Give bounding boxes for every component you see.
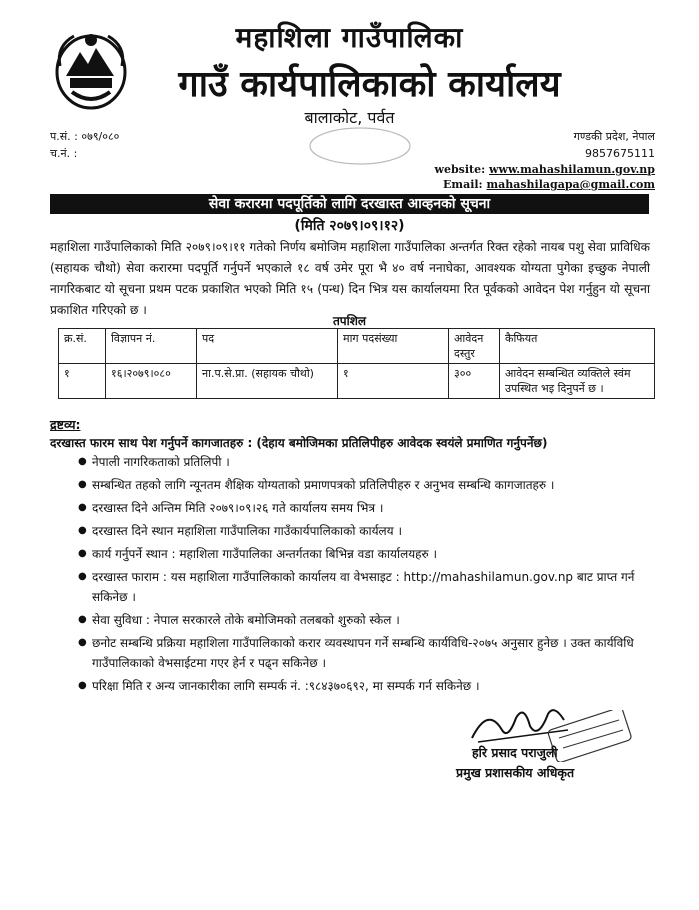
email-line [443, 178, 655, 191]
col-count: माग पदसंख्या [338, 329, 449, 364]
list-item: ● सेवा सुविधा : नेपाल सरकारले तोके बमोजिमको तलबको शुरुको स्केल । [80, 610, 660, 630]
notice-body: महाशिला गाउँपालिकाको मिति २०७९।०९।११ गतेको निर्णय बमोजिम महाशिला गाउँपालिका अन्तर्गत रिक्त रहेको नायब पशु सेवा प्राविधिक (सहायक चौथो) सेवा करारमा पदपूर्ति गर्नुपर्ने भएकाले १८ वर्ष उमेर पूरा भै ४० वर्ष ननाघेका, आवश्यक योग्यता पुगेका इच्छुक नेपाली नागरिकबाट यो सूचना प्रथम पटक प्रकाशित भएको मिति १५ (पन्ध) दिन भित्र यस कार्यालयमा रित पूर्वकको आवेदन पेश गर्नुहुन यो सूचना प्रकाशित गरिएको छ । [50, 240, 650, 317]
list-item: ● परिक्षा मिति र अन्य जानकारीका लागि सम्पर्क नं. :९८४३७०६९२, मा सम्पर्क गर्न सकिनेछ । [80, 676, 660, 696]
list-item: ● दरखास्त दिने स्थान महाशिला गाउँपालिका गाउँकार्यपालिकाको कार्यलय । [80, 521, 660, 541]
officer-stamp-icon [545, 710, 635, 762]
requirements-list [80, 452, 660, 699]
col-remarks: कैफियत [500, 329, 655, 364]
col-ad-number: विज्ञापन नं. [106, 329, 197, 364]
cell-post: ना.प.से.प्रा. (सहायक चौथो) [197, 364, 338, 399]
phone-number: 9857675111 [585, 147, 655, 160]
table-caption: तपशिल [332, 314, 367, 328]
list-item: ● दरखास्त दिने अन्तिम मिति २०७९।०९।२६ गते कार्यालय समय भित्र । [80, 498, 660, 518]
list-item: ● दरखास्त फाराम : यस महाशिला गाउँपालिकाको कार्यालय वा वेभसाइट : http://mahashilamun.gov.np बाट प्राप्त गर्न सकिनेछ । [80, 567, 660, 607]
website-line [434, 163, 655, 176]
office-name: गाउँ कार्यपालिकाको कार्यालय [178, 64, 561, 105]
documents-heading: दरखास्त फारम साथ पेश गर्नुपर्ने कागजातहरु : (देहाय बमोजिमका प्रतिलिपीहरु आवेदक स्वयंले प्रमाणित गर्नुपर्नेछ) [50, 436, 548, 450]
list-item: ● कार्य गर्नुपर्ने स्थान : महाशिला गाउँपालिका अन्तर्गतका बिभिन्न वडा कार्यालयहरु । [80, 544, 660, 564]
email-label: Email: [443, 178, 483, 191]
col-serial: क्र.सं. [59, 329, 106, 364]
list-item: ● छनोट सम्बन्धि प्रक्रिया महाशिला गाउँपालिकाको करार व्यवस्थापन गर्ने सम्बन्धि कार्यविधि-२०७५ अनुसार हुनेछ । उक्त कार्यविधि गाउँपालिकाको वेभसाईटमा गएर हेर्न र पढ्न सकिनेछ । [80, 633, 660, 673]
cell-remarks: आवेदन सम्बन्धित व्यक्तिले स्वंम उपस्थित भइ दिनुपर्ने छ । [500, 364, 655, 399]
vacancy-table [58, 328, 655, 399]
cell-count: १ [338, 364, 449, 399]
cell-ad-number: १६।२०७९।०८० [106, 364, 197, 399]
municipality-name: महाशिला गाउँपालिका [235, 21, 464, 54]
office-address: बालाकोट, पर्वत [304, 108, 395, 127]
cell-fee: ३०० [449, 364, 500, 399]
table-row [59, 364, 655, 399]
list-item: ● नेपाली नागरिकताको प्रतिलिपी । [80, 452, 660, 472]
email-link[interactable]: mahashilagapa@gmail.com [486, 178, 655, 191]
col-post: पद [197, 329, 338, 364]
website-link[interactable]: www.mahashilamun.gov.np [489, 163, 655, 176]
table-header-row [59, 329, 655, 364]
reference-number: प.सं. : ०७९/०८० [50, 130, 120, 143]
office-seal-icon [290, 118, 420, 168]
signatory-title: प्रमुख प्रशासकीय अधिकृत [456, 765, 575, 780]
notice-date: (मिति २०७९।०९।१२) [294, 218, 405, 234]
list-item: ● सम्बन्धित तहको लागि न्यूनतम शैक्षिक योग्यताको प्रमाणपत्रको प्रतिलिपीहरु र अनुभव सम्बन्धि कागजातहरु । [80, 475, 660, 495]
province: गण्डकी प्रदेश, नेपाल [573, 130, 655, 143]
signatory-name: हरि प्रसाद पराजुली [472, 745, 558, 760]
cell-serial: १ [59, 364, 106, 399]
col-fee: आवेदन दस्तुर [449, 329, 500, 364]
dispatch-number: च.नं. : [50, 147, 78, 160]
notes-heading: द्रष्टव्य: [50, 417, 81, 432]
notice-title: सेवा करारमा पदपूर्तिको लागि दरखास्त आव्हनको सूचना [50, 194, 649, 214]
website-label: website: [434, 163, 486, 176]
